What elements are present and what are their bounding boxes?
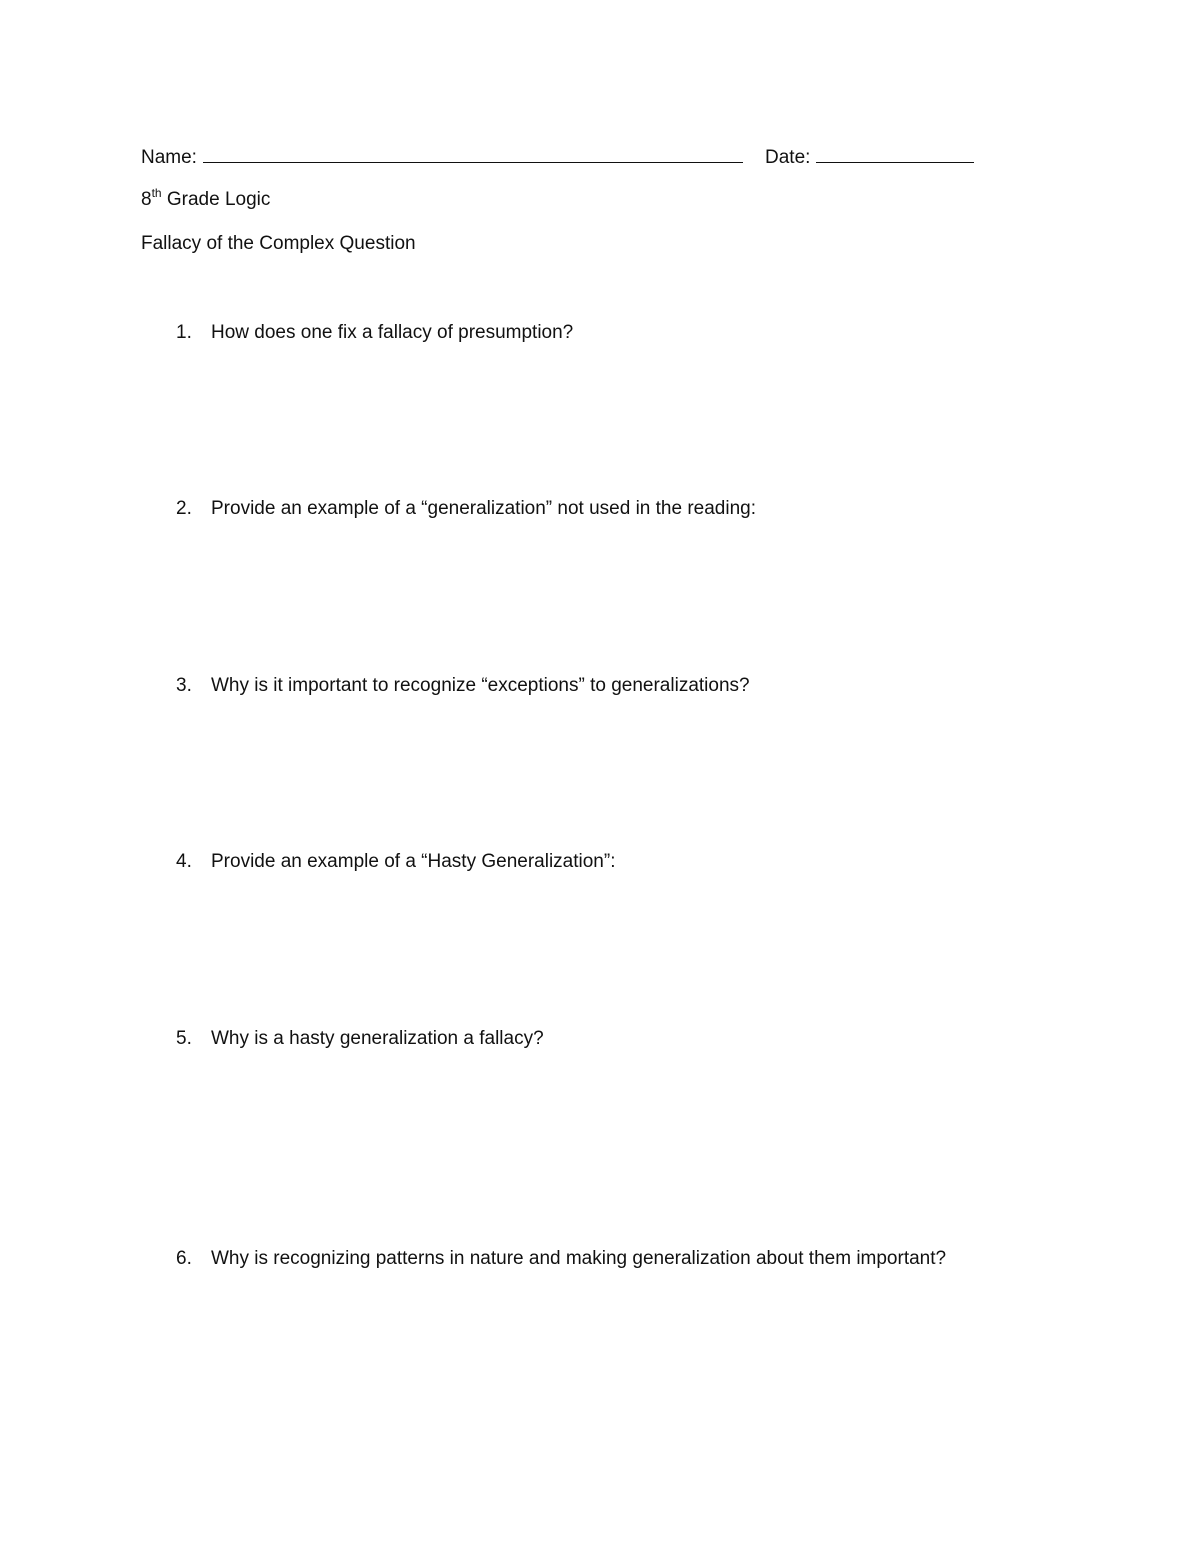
question-item xyxy=(176,1027,544,1051)
question-number: 6. xyxy=(176,1248,192,1269)
course-title xyxy=(141,188,270,212)
question-item xyxy=(176,850,615,874)
question-text: Why is it important to recognize “exceptions” to generalizations? xyxy=(211,675,750,696)
name-blank-line[interactable] xyxy=(203,144,743,163)
question-number: 3. xyxy=(176,675,192,696)
date-field[interactable] xyxy=(765,144,974,170)
grade-number: 8 xyxy=(141,189,152,210)
question-item xyxy=(176,497,756,521)
question-item xyxy=(176,674,750,698)
worksheet-topic: Fallacy of the Complex Question xyxy=(141,233,416,254)
question-item xyxy=(176,321,573,345)
grade-rest: Grade Logic xyxy=(161,189,271,210)
name-label: Name: xyxy=(141,147,197,168)
question-text: Why is a hasty generalization a fallacy? xyxy=(211,1028,544,1049)
question-number: 2. xyxy=(176,498,192,519)
question-text: How does one fix a fallacy of presumption? xyxy=(211,322,574,343)
question-item xyxy=(176,1247,946,1271)
name-field[interactable] xyxy=(141,144,743,170)
question-number: 1. xyxy=(176,322,192,343)
date-label: Date: xyxy=(765,147,811,168)
question-number: 4. xyxy=(176,851,192,872)
question-text: Why is recognizing patterns in nature and making generalization about them important? xyxy=(211,1248,947,1269)
question-text: Provide an example of a “generalization” not used in the reading: xyxy=(211,498,757,519)
grade-suffix: th xyxy=(151,186,162,200)
question-number: 5. xyxy=(176,1028,192,1049)
question-text: Provide an example of a “Hasty Generalization”: xyxy=(211,851,616,872)
date-blank-line[interactable] xyxy=(816,144,974,163)
